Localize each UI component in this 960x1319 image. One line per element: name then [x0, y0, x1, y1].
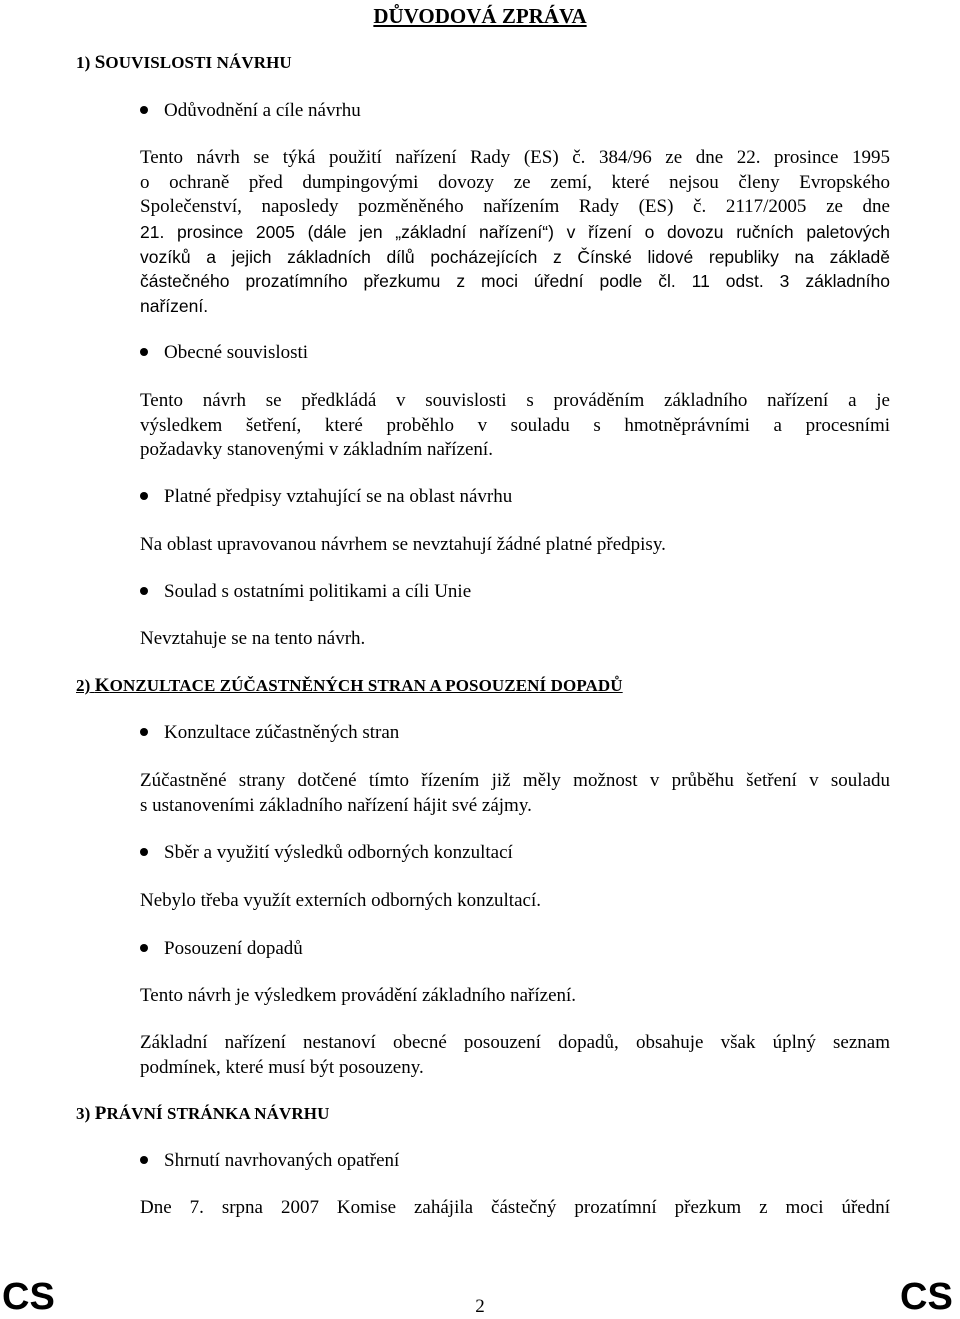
paragraph-expertise [140, 889, 890, 914]
section-3-first-letter: P [94, 1103, 107, 1124]
paragraph-line: Nebylo třeba využít externích odborných konzultací. [140, 890, 541, 911]
bullet-item [140, 486, 512, 508]
paragraph-line: Tento návrh se předkládá v souvislosti s prováděním základního nařízení a je [140, 390, 890, 411]
bullet-item [140, 342, 308, 364]
bullet-label: Posouzení dopadů [164, 938, 303, 959]
paragraph-line: Společenství, naposledy pozměněného nařízením Rady (ES) č. 2117/2005 ze dne [140, 196, 890, 217]
bullet-dot-icon [140, 728, 148, 736]
paragraph-line: Zúčastněné strany dotčené tímto řízením již měly možnost v průběhu šetření v souladu [140, 770, 890, 791]
section-3-number: 3) [76, 1104, 91, 1123]
section-1-rest: OUVISLOSTI NÁVRHU [105, 53, 292, 72]
paragraph-impact-1 [140, 984, 890, 1009]
bullet-item [140, 100, 361, 122]
document-title [0, 4, 960, 29]
paragraph-context [140, 146, 890, 220]
bullet-dot-icon [140, 587, 148, 595]
page-number: 2 [475, 1296, 485, 1317]
footer-language-code-left: CS [2, 1276, 55, 1318]
footer-language-code-right: CS [900, 1276, 953, 1318]
bullet-dot-icon [140, 944, 148, 952]
paragraph-line: výsledkem šetření, které proběhlo v souladu s hmotněprávními a procesními [140, 414, 890, 436]
section-2-number: 2) [76, 676, 91, 695]
paragraph-summary [140, 1196, 890, 1221]
bullet-label: Platné předpisy vztahující se na oblast návrhu [164, 486, 513, 507]
paragraph-line: Na oblast upravovanou návrhem se nevztahují žádné platné předpisy. [140, 534, 666, 555]
bullet-item [140, 842, 513, 864]
paragraph-line: Základní nařízení nestanoví obecné posouzení dopadů, obsahuje však úplný seznam [140, 1032, 890, 1053]
bullet-label: Sběr a využití výsledků odborných konzultací [164, 842, 513, 863]
bullet-label: Odůvodnění a cíle návrhu [164, 100, 361, 121]
paragraph-line: částečného prozatímního přezkumu z moci úřední podle čl. 11 odst. 3 základního [140, 271, 890, 291]
bullet-item [140, 581, 471, 603]
paragraph-line: Tento návrh je výsledkem provádění základního nařízení. [140, 985, 577, 1006]
bullet-label: Konzultace zúčastněných stran [164, 722, 400, 743]
bullet-item [140, 722, 399, 744]
paragraph-line: nařízení. [140, 295, 209, 316]
bullet-dot-icon [140, 106, 148, 114]
paragraph-line: požadavky stanovenými v základním nařízení. [140, 439, 493, 460]
paragraph-line: Tento návrh se týká použití nařízení Rady (ES) č. 384/96 ze dne 22. prosince 1995 [140, 147, 890, 168]
paragraph-line: s ustanoveními základního nařízení hájit své zájmy. [140, 794, 532, 816]
paragraph-general-context [140, 389, 890, 463]
document-title-text: DŮVODOVÁ ZPRÁVA [373, 4, 587, 28]
bullet-dot-icon [140, 492, 148, 500]
bullet-label: Soulad s ostatními politikami a cíli Unie [164, 581, 472, 602]
paragraph-line: Nevztahuje se na tento návrh. [140, 628, 366, 649]
bullet-label: Obecné souvislosti [164, 342, 309, 363]
section-2-rest: ONZULTACE ZÚČASTNĚNÝCH STRAN A POSOUZENÍ DOPADŮ [109, 676, 623, 695]
paragraph-impact-2 [140, 1031, 890, 1080]
paragraph-context-continued [140, 220, 890, 318]
paragraph-line: podmínek, které musí být posouzeny. [140, 1056, 424, 1078]
section-heading-1 [76, 52, 292, 74]
paragraph-line: Dne 7. srpna 2007 Komise zahájila částečný prozatímní přezkum z moci úřední [140, 1197, 890, 1218]
bullet-item [140, 1150, 399, 1172]
paragraph-line: o ochraně před dumpingovými dovozy ze zemí, které nejsou členy Evropského [140, 171, 890, 193]
paragraph-existing-provisions [140, 533, 890, 558]
section-heading-2 [76, 675, 623, 697]
bullet-item [140, 938, 303, 960]
bullet-dot-icon [140, 848, 148, 856]
section-3-rest: RÁVNÍ STRÁNKA NÁVRHU [106, 1104, 330, 1123]
paragraph-consistency [140, 627, 890, 652]
section-2-first-letter: K [94, 675, 110, 696]
paragraph-line: vozíků a jejich základních dílů pocházejících z Čínské lidové republiky na základě [140, 246, 890, 267]
bullet-dot-icon [140, 348, 148, 356]
paragraph-consultation [140, 769, 890, 818]
paragraph-line: 21. prosince 2005 (dále jen „základní nařízení“) v řízení o dovozu ručních paletových [140, 222, 890, 242]
bullet-dot-icon [140, 1156, 148, 1164]
bullet-label: Shrnutí navrhovaných opatření [164, 1150, 400, 1171]
section-1-first-letter: S [94, 52, 106, 73]
section-1-number: 1) [76, 53, 91, 72]
section-heading-3 [76, 1103, 329, 1125]
